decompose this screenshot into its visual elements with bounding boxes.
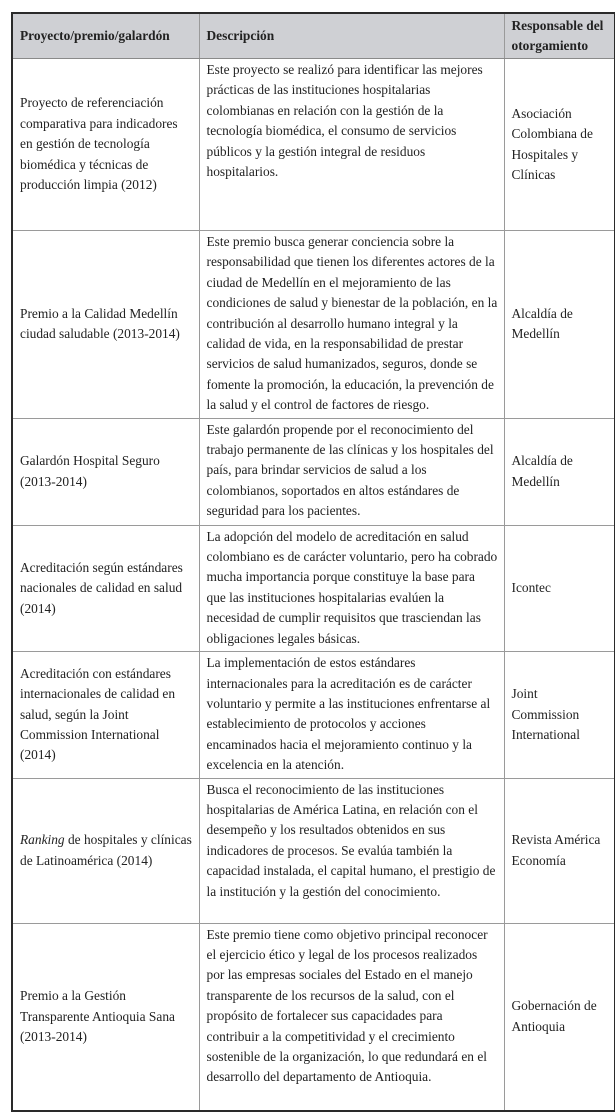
responsible-cell: Revista América Economía (504, 778, 615, 923)
table-row (12, 652, 615, 778)
project-cell (12, 923, 199, 1111)
description-cell: Este proyecto se realizó para identificar las mejores prácticas de las instituciones hospitalarias colombianas en relación con la gestión de la tecnología biomédica, el consumo de servicios públicos y la gestión integral de residuos hospitalarios. (199, 59, 504, 231)
description-cell: Este galardón propende por el reconocimiento del trabajo permanente de las clínicas y los hospitales del país, para brindar servicios de salud a los colombianos, soportados en altos estándares de seguridad para los pacientes. (199, 418, 504, 525)
description-cell: La implementación de estos estándares internacionales para la acreditación es de carácter voluntario y permite a las instituciones enfrentarse al establecimiento de protocolos y acciones encaminados hacia el mejoramiento continuo y la excelencia en la atención. (199, 652, 504, 778)
header-description: Descripción (199, 13, 504, 59)
project-cell (12, 525, 199, 651)
table-row (12, 418, 615, 525)
project-cell (12, 652, 199, 778)
header-responsible: Responsable del otorgamiento (504, 13, 615, 59)
table-row (12, 59, 615, 231)
awards-table (11, 12, 615, 1112)
description-cell: La adopción del modelo de acreditación en salud colombiano es de carácter voluntario, pero ha cobrado mucha importancia porque constituye la base para que las instituciones hospitalarias evalúen la necesidad de cumplir requisitos que trasciendan las obligaciones legales básicas. (199, 525, 504, 651)
project-name: Proyecto de referenciación comparativa para indicadores en gestión de tecnología biomédica y técnicas de producción limpia (2012) (20, 95, 178, 193)
responsible-cell: Alcaldía de Medellín (504, 231, 615, 419)
project-name: Premio a la Gestión Transparente Antioquia Sana (2013-2014) (20, 988, 175, 1044)
description-cell: Este premio busca generar conciencia sobre la responsabilidad que tienen los diferentes actores de la ciudad de Medellín en el mejoramiento de las condiciones de salud y bienestar de la población, en la contribución al desarrollo humano integral y la calidad de vida, en la responsabilidad de prestar servicios de salud humanizados, seguros, donde se fomente la promoción, la educación, la prevención de la salud y el control de factores de riesgo. (199, 231, 504, 419)
project-name: Premio a la Calidad Medellín ciudad saludable (2013-2014) (20, 305, 180, 342)
responsible-cell: Asociación Colombiana de Hospitales y Clínicas (504, 59, 615, 231)
responsible-cell: Gobernación de Antioquia (504, 923, 615, 1111)
project-name: Galardón Hospital Seguro (2013-2014) (20, 453, 160, 489)
table-row (12, 923, 615, 1111)
responsible-cell: Joint Commission International (504, 652, 615, 778)
description-cell: Busca el reconocimiento de las instituciones hospitalarias de América Latina, en relación con el desempeño y los resultados obtenidos en sus indicadores de procesos. Se evalúa también la capacidad instalada, el capital humano, el prestigio de la institución y la gestión del conocimiento. (199, 778, 504, 923)
header-project: Proyecto/premio/galardón (12, 13, 199, 59)
project-cell (12, 778, 199, 923)
responsible-cell: Alcaldía de Medellín (504, 418, 615, 525)
table-row (12, 231, 615, 419)
project-name: de hospitales y clínicas de Latinoamérica (2014) (20, 832, 192, 868)
project-name: Acreditación con estándares internacionales de calidad en salud, según la Joint Commission International (2014) (20, 665, 176, 763)
description-cell: Este premio tiene como objetivo principal reconocer el ejercicio ético y legal de los procesos realizados por las empresas sociales del Estado en el manejo transparente de los recursos de la salud, con el propósito de fortalecer sus capacidades para contribuir a la competitividad y el crecimiento sostenible de la organización, lo que redundará en el desarrollo del departamento de Antioquia. (199, 923, 504, 1111)
project-name: Acreditación según estándares nacionales de calidad en salud (2014) (20, 559, 183, 616)
responsible-cell: Icontec (504, 525, 615, 651)
table-row (12, 778, 615, 923)
project-cell (12, 418, 199, 525)
header-row (12, 13, 615, 59)
table-row (12, 525, 615, 651)
project-emphasis: Ranking (20, 832, 65, 848)
project-cell (12, 231, 199, 419)
project-cell (12, 59, 199, 231)
